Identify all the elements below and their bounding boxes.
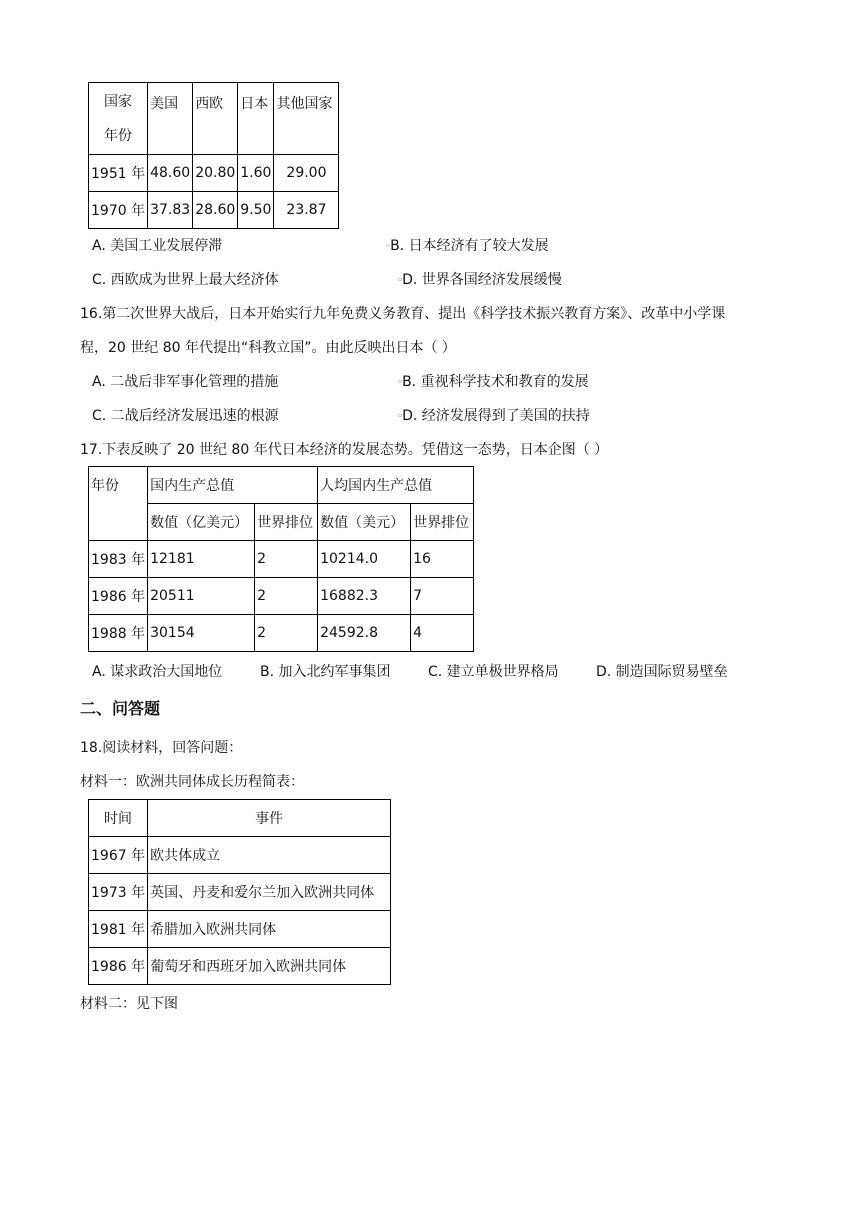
header-year: 年份 — [104, 127, 133, 144]
header-gdp: 国内生产总值 — [148, 467, 318, 504]
table-cell: 4 — [411, 615, 474, 652]
table-cell: 欧共体成立 — [148, 837, 391, 874]
q18-material2: 材料二：见下图 — [80, 996, 178, 1012]
table-japan-gdp — [88, 466, 474, 652]
q18-stem: 18.阅读材料，回答问题： — [80, 740, 243, 756]
table-row — [89, 541, 474, 578]
header-year: 年份 — [89, 467, 148, 541]
table-cell: 24592.8 — [318, 615, 411, 652]
table-cell: 23.87 — [274, 192, 339, 229]
table-row — [89, 948, 391, 985]
table-cell: 1986 年 — [89, 948, 148, 985]
table-cell: 37.83 — [148, 192, 193, 229]
table-cell: 1951 年 — [89, 155, 148, 192]
table-cell: 9.50 — [238, 192, 274, 229]
table-cell: 16 — [411, 541, 474, 578]
q17-stem: 17.下表反映了 20 世纪 80 年代日本经济的发展态势。凭借这一态势，日本企图（ ） — [80, 442, 609, 458]
subheader-gdppc-rank: 世界排位 — [411, 504, 474, 541]
section-title: 二、问答题 — [80, 699, 161, 718]
subheader-gdp-rank: 世界排位 — [255, 504, 318, 541]
q16-option-d-text: D. 经济发展得到了美国的扶持 — [402, 408, 590, 424]
table-row — [89, 615, 474, 652]
table-cell: 7 — [411, 578, 474, 615]
q18-material1: 材料一：欧洲共同体成长历程简表： — [80, 774, 304, 790]
table-cell: 10214.0 — [318, 541, 411, 578]
table-cell: 20511 — [148, 578, 255, 615]
q15-option-d-text: D. 世界各国经济发展缓慢 — [402, 272, 562, 288]
table-row — [89, 578, 474, 615]
table-cell: 48.60 — [148, 155, 193, 192]
q15-option-b: ▫B. 日本经济有了较大发展 — [386, 238, 549, 254]
q15-option-a: A. 美国工业发展停滞 — [92, 238, 223, 254]
table-cell: 2 — [255, 541, 318, 578]
q16-stem-line2: 程，20 世纪 80 年代提出“科教立国”。由此反映出日本（ ） — [80, 340, 456, 356]
table-row — [89, 911, 391, 948]
q17-option-d: D. 制造国际贸易壁垒 — [596, 664, 728, 680]
table-cell: 1983 年 — [89, 541, 148, 578]
table-cell: 1967 年 — [89, 837, 148, 874]
table-row — [89, 837, 391, 874]
q15-option-b-text: B. 日本经济有了较大发展 — [390, 238, 549, 254]
table-cell: 1.60 — [238, 155, 274, 192]
subheader-gdp-value: 数值（亿美元） — [148, 504, 255, 541]
header-gdp-per-capita: 人均国内生产总值 — [318, 467, 474, 504]
table-cell: 希腊加入欧洲共同体 — [148, 911, 391, 948]
subheader-gdppc-value: 数值（美元） — [318, 504, 411, 541]
q16-option-b-text: B. 重视科学技术和教育的发展 — [402, 374, 589, 390]
table-cell: 1988 年 — [89, 615, 148, 652]
table-cell: 30154 — [148, 615, 255, 652]
header-others: 其他国家 — [274, 83, 339, 155]
q17-option-b: B. 加入北约军事集团 — [260, 664, 391, 680]
q16-option-d: ▫D. 经济发展得到了美国的扶持 — [398, 408, 590, 424]
table-cell: 1986 年 — [89, 578, 148, 615]
table-cell: 2 — [255, 615, 318, 652]
header-western-europe: 西欧 — [193, 83, 238, 155]
table-cell: 1970 年 — [89, 192, 148, 229]
table-ec-history — [88, 799, 391, 985]
table-cell: 英国、丹麦和爱尔兰加入欧洲共同体 — [148, 874, 391, 911]
table-row — [89, 155, 339, 192]
q16-option-c: C. 二战后经济发展迅速的根源 — [92, 408, 279, 424]
q16-option-b: ▫B. 重视科学技术和教育的发展 — [398, 374, 589, 390]
table-cell: 1981 年 — [89, 911, 148, 948]
table-header-country-year — [89, 83, 148, 155]
table-cell: 1973 年 — [89, 874, 148, 911]
q16-stem-line1: 16.第二次世界大战后，日本开始实行九年免费义务教育、提出《科学技术振兴教育方案》、改革中小学课 — [80, 306, 726, 322]
header-usa: 美国 — [148, 83, 193, 155]
table-industrial-share — [88, 82, 339, 229]
table-row — [89, 874, 391, 911]
table-cell: 12181 — [148, 541, 255, 578]
q17-option-a: A. 谋求政治大国地位 — [92, 664, 223, 680]
q16-option-a: A. 二战后非军事化管理的措施 — [92, 374, 279, 390]
header-event: 事件 — [148, 800, 391, 837]
table-cell: 2 — [255, 578, 318, 615]
header-time: 时间 — [89, 800, 148, 837]
table-cell: 葡萄牙和西班牙加入欧洲共同体 — [148, 948, 391, 985]
q15-option-c: C. 西欧成为世界上最大经济体 — [92, 272, 279, 288]
header-country: 国家 — [104, 93, 133, 110]
q17-option-c: C. 建立单极世界格局 — [428, 664, 559, 680]
table-cell: 16882.3 — [318, 578, 411, 615]
table-cell: 20.80 — [193, 155, 238, 192]
q15-option-d: ▫D. 世界各国经济发展缓慢 — [398, 272, 562, 288]
table-row — [89, 192, 339, 229]
header-japan: 日本 — [238, 83, 274, 155]
table-cell: 29.00 — [274, 155, 339, 192]
table-cell: 28.60 — [193, 192, 238, 229]
